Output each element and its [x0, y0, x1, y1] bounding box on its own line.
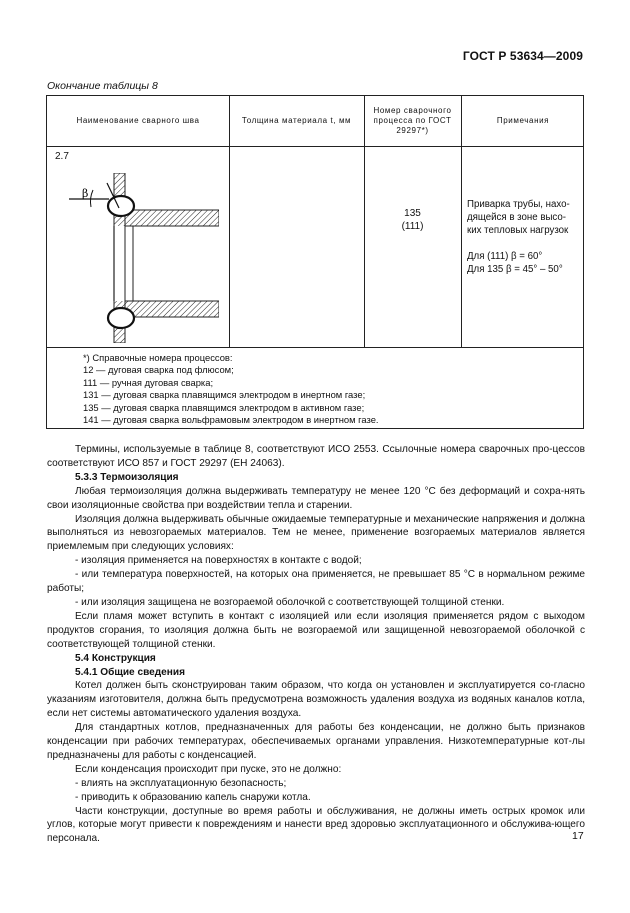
- footnote-line: 12 — дуговая сварка под флюсом;: [83, 364, 234, 376]
- table-header-divider: [47, 146, 583, 147]
- column-header-weld-name: Наименование сварного шва: [76, 116, 200, 125]
- note-line: Для 135 β = 45° – 50°: [467, 264, 563, 275]
- column-header-thickness: Толщина материала t, мм: [241, 116, 352, 125]
- paragraph: Для стандартных котлов, предназначенных для работы без конденсации, не должно быть признаков конденсации при рабочих температурах, обеспечиваемых органами управления. Низкотемпературные кот-лы предназначены для работы с конденсацией.: [47, 722, 585, 761]
- table-footnote: [83, 352, 379, 426]
- note-line: Приварка трубы, нахо-: [467, 199, 570, 210]
- pipe-wall-top: [125, 210, 219, 226]
- list-item: - изоляция применяется на поверхностях в контакте с водой;: [75, 555, 362, 567]
- note-line: дящейся в зоне высо-: [467, 212, 567, 223]
- footnote-line: 141 — дуговая сварка вольфрамовым электродом в инертном газе.: [83, 414, 379, 426]
- process-number-cell: [364, 207, 461, 233]
- paragraph: Части конструкции, доступные во время работы и обслуживания, не должны иметь острых кромок или углов, которые могут привести к повреждениям и нанести вред здоровью эксплуатационного и обслужива-ющего персонала.: [47, 805, 585, 845]
- note-line: ких тепловых нагрузок: [467, 225, 569, 236]
- paragraph: Термины, используемые в таблице 8, соответствуют ИСО 2553. Ссылочные номера сварочных про-цессов соответствуют ИСО 857 и ГОСТ 29297 (ЕН 24063).: [47, 444, 585, 469]
- pipe-bore: [110, 226, 219, 301]
- footnote-line: 111 — ручная дуговая сварка;: [83, 376, 214, 388]
- weld-bead-bottom: [108, 308, 134, 328]
- table-caption: Окончание таблицы 8: [47, 80, 158, 92]
- note-line: Для (111) β = 60°: [467, 251, 543, 262]
- table-footnote-divider: [47, 347, 583, 348]
- notes-cell: [467, 198, 581, 276]
- welds-table: [46, 95, 584, 429]
- weld-joint-drawing: [69, 173, 219, 343]
- process-main: 135: [404, 208, 421, 219]
- document-standard-header: ГОСТ Р 53634—2009: [462, 49, 583, 63]
- column-header-process-number: Номер сварочного процесса по ГОСТ 29297*): [373, 106, 452, 135]
- page-number: 17: [572, 830, 584, 842]
- section-heading-5-4-1: 5.4.1 Общие сведения: [75, 666, 185, 678]
- paragraph: Если конденсация происходит при пуске, это не должно:: [75, 763, 342, 775]
- row-number: 2.7: [55, 151, 69, 162]
- list-item: - влиять на эксплуатационную безопасность;: [75, 777, 287, 789]
- paragraph: Любая термоизоляция должна выдерживать температуру не менее 120 °С без деформаций и сохра-нять свои изоляционные свойства при воздействии тепла и старении.: [47, 485, 585, 511]
- footnote-line: *) Справочные номера процессов:: [83, 352, 233, 363]
- paragraph: Котел должен быть сконструирован таким образом, что когда он установлен и эксплуатируется со-гласно указаниям изготовителя, должна быть предусмотрена возможность удаления воздуха из водяных каналов котла, если нет системы автоматического удаления воздуха.: [47, 680, 585, 720]
- footnote-line: 135 — дуговая сварка плавящимся электродом в активном газе;: [83, 401, 365, 413]
- process-alt: (111): [401, 221, 424, 232]
- pipe-wall-bottom: [125, 301, 219, 317]
- section-heading-5-4: 5.4 Конструкция: [75, 652, 156, 664]
- column-header-notes: Примечания: [496, 116, 550, 125]
- list-item: - или изоляция защищена не возгораемой оболочкой с соответствующей толщиной стенки.: [75, 596, 505, 608]
- list-item: - приводить к образованию капель снаружи котла.: [75, 791, 311, 803]
- document-body: [47, 443, 585, 846]
- section-heading-5-3-3: 5.3.3 Термоизоляция: [75, 471, 179, 483]
- footnote-line: 131 — дуговая сварка плавящимся электродом в инертном газе;: [83, 389, 366, 401]
- paragraph: Изоляция должна выдерживать обычные ожидаемые температурные и механические напряжения и должна выполняться из невозгораемых материалов. Тем не менее, применение возгораемых материалов является приемлемым при следующих условиях:: [47, 513, 585, 553]
- paragraph: Если пламя может вступить в контакт с изоляцией или если изоляция применяется рядом с выходом продуктов сгорания, то изоляция должна быть не возгораемой или защищенной невозгораемой оболочкой с соответствующей толщиной стенки.: [47, 610, 585, 650]
- angle-beta-label: β: [82, 187, 89, 200]
- weld-bead-top: [108, 196, 134, 216]
- list-item: - или температура поверхностей, на которых она применяется, не превышает 85 °С в нормальном режиме работы;: [47, 569, 585, 595]
